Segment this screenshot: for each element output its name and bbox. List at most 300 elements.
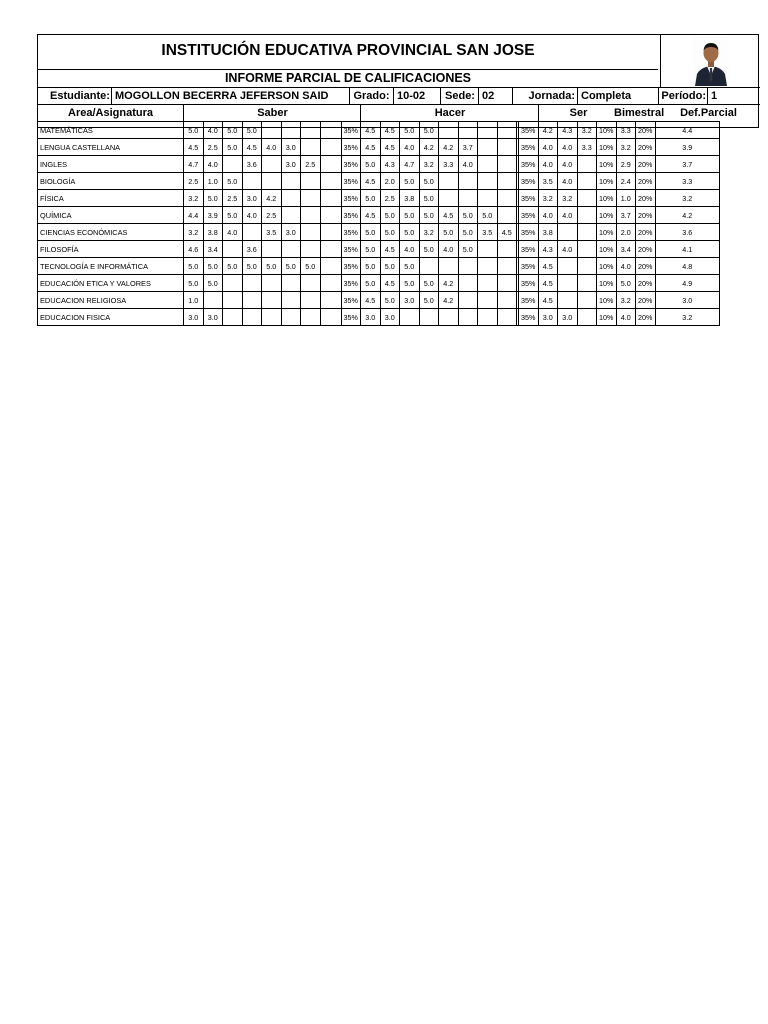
saber-grade: 3.0 — [281, 156, 301, 173]
hacer-grade: 5.0 — [419, 241, 439, 258]
saber-grade: 5.0 — [301, 258, 321, 275]
site-label: Sede: — [440, 88, 479, 105]
saber-weight: 35% — [341, 207, 361, 224]
hacer-grade: 5.0 — [458, 241, 478, 258]
hacer-grade: 5.0 — [478, 207, 498, 224]
student-photo — [660, 35, 760, 87]
hacer-grade: 5.0 — [400, 122, 420, 139]
ser-grade — [577, 207, 597, 224]
saber-grade — [262, 156, 282, 173]
hacer-grade: 4.2 — [439, 292, 459, 309]
hacer-grade: 4.3 — [380, 156, 400, 173]
saber-grade — [301, 292, 321, 309]
hacer-weight: 35% — [519, 309, 539, 326]
saber-grade — [262, 309, 282, 326]
hacer-grade — [439, 173, 459, 190]
student-portrait-image — [693, 36, 729, 86]
saber-grade: 5.0 — [203, 258, 223, 275]
hacer-grade: 5.0 — [400, 207, 420, 224]
hacer-grade — [497, 190, 517, 207]
hacer-grade: 4.5 — [380, 241, 400, 258]
saber-grade — [301, 241, 321, 258]
final-grade: 4.4 — [655, 122, 720, 139]
saber-weight: 35% — [341, 122, 361, 139]
hacer-grade — [478, 241, 498, 258]
bimestral-grade: 2.0 — [616, 224, 636, 241]
subject-name: FÍSICA — [38, 190, 184, 207]
hacer-grade: 5.0 — [419, 207, 439, 224]
ser-weight: 10% — [597, 275, 617, 292]
subject-row — [38, 275, 720, 292]
hacer-grade — [458, 190, 478, 207]
hacer-grade — [478, 309, 498, 326]
hacer-grade — [478, 292, 498, 309]
saber-grade: 3.4 — [203, 241, 223, 258]
subject-row — [38, 292, 720, 309]
ser-weight: 10% — [597, 241, 617, 258]
hacer-grade: 4.5 — [361, 139, 381, 156]
subject-row — [38, 258, 720, 275]
ser-column-header: Ser — [538, 105, 618, 123]
saber-column-header: Saber — [183, 105, 361, 123]
saber-grade: 3.6 — [242, 156, 262, 173]
hacer-grade — [478, 122, 498, 139]
bimestral-grade: 2.4 — [616, 173, 636, 190]
hacer-grade: 4.2 — [439, 139, 459, 156]
saber-grade — [223, 241, 243, 258]
hacer-weight: 35% — [519, 292, 539, 309]
bimestral-weight: 20% — [636, 139, 656, 156]
saber-grade — [262, 241, 282, 258]
saber-grade: 2.5 — [203, 139, 223, 156]
saber-grade: 4.7 — [184, 156, 204, 173]
saber-grade: 5.0 — [223, 139, 243, 156]
subject-name: MATEMÁTICAS — [38, 122, 184, 139]
hacer-grade: 4.5 — [361, 122, 381, 139]
final-grade: 4.8 — [655, 258, 720, 275]
saber-grade — [242, 173, 262, 190]
grades-table — [37, 121, 720, 326]
hacer-grade: 5.0 — [400, 275, 420, 292]
hacer-grade — [497, 275, 517, 292]
saber-grade — [320, 292, 341, 309]
ser-grade: 4.5 — [538, 258, 558, 275]
hacer-grade: 4.2 — [419, 139, 439, 156]
saber-grade: 3.8 — [203, 224, 223, 241]
saber-grade: 3.0 — [281, 224, 301, 241]
ser-grade: 4.5 — [538, 275, 558, 292]
hacer-grade: 3.5 — [478, 224, 498, 241]
saber-grade: 4.0 — [223, 224, 243, 241]
hacer-grade: 5.0 — [361, 258, 381, 275]
ser-weight: 10% — [597, 173, 617, 190]
ser-grade: 4.0 — [558, 241, 578, 258]
bimestral-weight: 20% — [636, 173, 656, 190]
hacer-grade: 5.0 — [419, 275, 439, 292]
saber-grade: 3.9 — [203, 207, 223, 224]
subject-name: INGLES — [38, 156, 184, 173]
final-grade: 3.9 — [655, 139, 720, 156]
institution-title: INSTITUCIÓN EDUCATIVA PROVINCIAL SAN JOSE — [161, 42, 535, 59]
report-subtitle: INFORME PARCIAL DE CALIFICACIONES — [38, 69, 658, 87]
grade-label: Grado: — [349, 88, 393, 105]
ser-grade: 3.0 — [558, 309, 578, 326]
ser-weight: 10% — [597, 122, 617, 139]
subject-row — [38, 207, 720, 224]
hacer-weight: 35% — [519, 241, 539, 258]
saber-grade: 3.5 — [262, 224, 282, 241]
hacer-grade: 5.0 — [458, 224, 478, 241]
saber-grade — [320, 275, 341, 292]
saber-grade: 1.0 — [203, 173, 223, 190]
hacer-grade: 4.5 — [439, 207, 459, 224]
saber-weight: 35% — [341, 224, 361, 241]
saber-grade — [223, 292, 243, 309]
subject-name: FILOSOFÍA — [38, 241, 184, 258]
saber-grade: 1.0 — [184, 292, 204, 309]
hacer-grade: 5.0 — [361, 241, 381, 258]
final-grade: 3.7 — [655, 156, 720, 173]
subject-row — [38, 241, 720, 258]
saber-grade — [262, 122, 282, 139]
period-value: 1 — [707, 88, 729, 105]
hacer-grade: 5.0 — [400, 258, 420, 275]
subject-name: TECNOLOGÍA E INFORMÁTICA — [38, 258, 184, 275]
hacer-grade — [458, 258, 478, 275]
bimestral-grade: 3.4 — [616, 241, 636, 258]
hacer-grade: 4.5 — [497, 224, 517, 241]
saber-grade — [262, 173, 282, 190]
ser-grade: 3.2 — [577, 122, 597, 139]
saber-weight: 35% — [341, 275, 361, 292]
report-header — [37, 34, 759, 128]
ser-grade: 4.0 — [558, 139, 578, 156]
hacer-grade — [497, 258, 517, 275]
saber-grade — [281, 207, 301, 224]
hacer-grade: 5.0 — [419, 173, 439, 190]
ser-weight: 10% — [597, 309, 617, 326]
saber-grade — [301, 139, 321, 156]
saber-grade: 5.0 — [281, 258, 301, 275]
saber-grade: 4.0 — [203, 156, 223, 173]
subject-column-header: Area/Asignatura — [68, 107, 153, 119]
saber-grade — [281, 292, 301, 309]
saber-grade: 5.0 — [203, 190, 223, 207]
final-grade: 4.9 — [655, 275, 720, 292]
hacer-grade: 3.8 — [400, 190, 420, 207]
ser-grade: 4.2 — [538, 122, 558, 139]
saber-grade — [320, 122, 341, 139]
hacer-grade — [497, 173, 517, 190]
saber-grade — [242, 309, 262, 326]
site-value: 02 — [478, 88, 512, 105]
hacer-grade — [458, 173, 478, 190]
ser-grade — [558, 258, 578, 275]
bimestral-weight: 20% — [636, 156, 656, 173]
ser-grade — [577, 224, 597, 241]
saber-grade: 5.0 — [223, 207, 243, 224]
saber-grade: 3.0 — [242, 190, 262, 207]
saber-grade: 4.5 — [242, 139, 262, 156]
hacer-grade — [497, 292, 517, 309]
hacer-grade — [458, 292, 478, 309]
saber-grade: 5.0 — [184, 258, 204, 275]
hacer-grade — [400, 309, 420, 326]
saber-grade — [281, 190, 301, 207]
hacer-grade: 5.0 — [400, 173, 420, 190]
ser-grade — [577, 275, 597, 292]
saber-weight: 35% — [341, 156, 361, 173]
ser-weight: 10% — [597, 207, 617, 224]
hacer-grade — [497, 207, 517, 224]
bimestral-weight: 20% — [636, 207, 656, 224]
ser-grade — [577, 292, 597, 309]
hacer-grade — [478, 258, 498, 275]
subject-name: LENGUA CASTELLANA — [38, 139, 184, 156]
saber-grade: 3.2 — [184, 224, 204, 241]
saber-grade — [203, 292, 223, 309]
hacer-grade — [497, 156, 517, 173]
subject-row — [38, 173, 720, 190]
hacer-grade — [478, 156, 498, 173]
subject-name: EDUCACION FISICA — [38, 309, 184, 326]
hacer-grade — [458, 275, 478, 292]
saber-grade — [223, 309, 243, 326]
saber-grade — [281, 122, 301, 139]
ser-weight: 10% — [597, 190, 617, 207]
saber-grade — [320, 173, 341, 190]
hacer-grade — [478, 173, 498, 190]
hacer-weight: 35% — [519, 258, 539, 275]
hacer-grade — [478, 190, 498, 207]
hacer-grade: 4.0 — [458, 156, 478, 173]
bimestral-weight: 20% — [636, 309, 656, 326]
saber-grade: 3.0 — [203, 309, 223, 326]
hacer-grade — [497, 139, 517, 156]
saber-grade — [223, 156, 243, 173]
subject-name: QUÍMICA — [38, 207, 184, 224]
hacer-weight: 35% — [519, 275, 539, 292]
saber-grade: 3.0 — [184, 309, 204, 326]
hacer-grade — [419, 258, 439, 275]
saber-grade — [223, 275, 243, 292]
hacer-grade: 4.2 — [439, 275, 459, 292]
ser-grade: 4.0 — [538, 156, 558, 173]
subject-row — [38, 190, 720, 207]
saber-grade: 5.0 — [242, 122, 262, 139]
ser-grade: 4.0 — [558, 173, 578, 190]
hacer-grade: 5.0 — [458, 207, 478, 224]
saber-grade: 2.5 — [262, 207, 282, 224]
ser-grade: 4.0 — [558, 156, 578, 173]
hacer-grade: 5.0 — [380, 224, 400, 241]
ser-grade — [577, 173, 597, 190]
ser-grade — [577, 309, 597, 326]
hacer-grade: 4.5 — [361, 207, 381, 224]
saber-grade: 5.0 — [242, 258, 262, 275]
hacer-grade: 5.0 — [361, 190, 381, 207]
shift-value: Completa — [577, 88, 661, 105]
bimestral-grade: 1.0 — [616, 190, 636, 207]
bimestral-weight: 20% — [636, 275, 656, 292]
saber-grade — [281, 241, 301, 258]
final-grade: 3.6 — [655, 224, 720, 241]
ser-weight: 10% — [597, 258, 617, 275]
subject-row — [38, 139, 720, 156]
final-grade: 3.3 — [655, 173, 720, 190]
ser-grade: 4.0 — [538, 207, 558, 224]
ser-grade: 4.5 — [538, 292, 558, 309]
saber-grade — [301, 309, 321, 326]
bimestral-column-header: Bimestral — [614, 107, 665, 119]
subject-row — [38, 122, 720, 139]
saber-grade — [320, 309, 341, 326]
hacer-grade — [458, 122, 478, 139]
student-info-bar — [38, 87, 760, 105]
bimestral-grade: 3.3 — [616, 122, 636, 139]
ser-grade — [558, 224, 578, 241]
hacer-grade: 2.0 — [380, 173, 400, 190]
hacer-grade: 3.7 — [458, 139, 478, 156]
saber-grade — [262, 292, 282, 309]
ser-grade — [577, 258, 597, 275]
bimestral-grade: 4.0 — [616, 258, 636, 275]
final-grade: 3.2 — [655, 309, 720, 326]
hacer-grade: 4.5 — [380, 139, 400, 156]
saber-grade — [320, 241, 341, 258]
hacer-weight: 35% — [519, 173, 539, 190]
bimestral-weight: 20% — [636, 122, 656, 139]
saber-weight: 35% — [341, 309, 361, 326]
saber-grade — [301, 207, 321, 224]
ser-weight: 10% — [597, 156, 617, 173]
saber-grade — [242, 224, 262, 241]
hacer-weight: 35% — [519, 224, 539, 241]
saber-grade — [320, 139, 341, 156]
saber-grade — [281, 173, 301, 190]
saber-grade: 4.6 — [184, 241, 204, 258]
hacer-grade: 3.0 — [380, 309, 400, 326]
ser-weight: 10% — [597, 139, 617, 156]
bimestral-grade: 3.2 — [616, 139, 636, 156]
ser-weight: 10% — [597, 224, 617, 241]
bimestral-grade: 3.2 — [616, 292, 636, 309]
ser-weight: 10% — [597, 292, 617, 309]
ser-grade: 3.5 — [538, 173, 558, 190]
hacer-grade: 5.0 — [439, 224, 459, 241]
saber-grade: 5.0 — [184, 122, 204, 139]
ser-grade — [558, 275, 578, 292]
hacer-grade: 4.0 — [400, 241, 420, 258]
saber-grade — [281, 309, 301, 326]
saber-grade: 5.0 — [223, 122, 243, 139]
hacer-grade — [497, 309, 517, 326]
saber-grade — [301, 224, 321, 241]
hacer-grade — [478, 139, 498, 156]
bimestral-weight: 20% — [636, 258, 656, 275]
saber-grade: 4.5 — [184, 139, 204, 156]
saber-grade: 5.0 — [223, 258, 243, 275]
ser-grade: 3.8 — [538, 224, 558, 241]
hacer-grade — [419, 309, 439, 326]
final-grade: 4.1 — [655, 241, 720, 258]
saber-grade — [320, 156, 341, 173]
hacer-grade — [439, 309, 459, 326]
report-card — [37, 34, 759, 322]
subject-row — [38, 156, 720, 173]
hacer-grade — [458, 309, 478, 326]
saber-grade: 4.0 — [262, 139, 282, 156]
final-grade-column-header: Def.Parcial — [680, 107, 737, 119]
hacer-grade — [497, 122, 517, 139]
saber-grade: 3.6 — [242, 241, 262, 258]
period-label: Período: — [658, 88, 708, 105]
saber-grade — [242, 292, 262, 309]
hacer-grade: 5.0 — [419, 190, 439, 207]
saber-grade: 5.0 — [262, 258, 282, 275]
saber-grade: 3.2 — [184, 190, 204, 207]
hacer-grade — [497, 241, 517, 258]
hacer-weight: 35% — [519, 139, 539, 156]
saber-grade — [320, 258, 341, 275]
bimestral-grade: 3.7 — [616, 207, 636, 224]
hacer-weight: 35% — [519, 156, 539, 173]
student-label: Estudiante: — [50, 90, 110, 102]
bimestral-weight: 20% — [636, 190, 656, 207]
saber-grade — [242, 275, 262, 292]
saber-grade: 4.0 — [203, 122, 223, 139]
hacer-grade: 5.0 — [419, 122, 439, 139]
saber-grade: 2.5 — [184, 173, 204, 190]
saber-grade — [301, 122, 321, 139]
subject-name: BIOLOGÍA — [38, 173, 184, 190]
bimestral-grade: 4.0 — [616, 309, 636, 326]
ser-grade: 3.2 — [558, 190, 578, 207]
hacer-grade: 4.0 — [400, 139, 420, 156]
saber-weight: 35% — [341, 258, 361, 275]
subject-name: EDUCACIÓN ETICA Y VALORES — [38, 275, 184, 292]
hacer-grade: 5.0 — [380, 258, 400, 275]
subject-row — [38, 309, 720, 326]
subject-name: CIENCIAS ECONÓMICAS — [38, 224, 184, 241]
hacer-grade: 5.0 — [380, 292, 400, 309]
saber-grade — [301, 190, 321, 207]
grade-value: 10-02 — [393, 88, 443, 105]
ser-grade: 4.0 — [558, 207, 578, 224]
hacer-grade: 4.5 — [361, 292, 381, 309]
hacer-grade: 5.0 — [361, 275, 381, 292]
ser-grade — [577, 241, 597, 258]
hacer-grade: 4.5 — [361, 173, 381, 190]
hacer-grade: 3.0 — [400, 292, 420, 309]
ser-grade: 3.3 — [577, 139, 597, 156]
hacer-grade — [439, 122, 459, 139]
bimestral-grade: 2.9 — [616, 156, 636, 173]
final-grade: 4.2 — [655, 207, 720, 224]
shift-label: Jornada: — [512, 88, 577, 105]
subject-row — [38, 224, 720, 241]
bimestral-weight: 20% — [636, 241, 656, 258]
subject-name: EDUCACION RELIGIOSA — [38, 292, 184, 309]
hacer-grade: 4.7 — [400, 156, 420, 173]
saber-grade: 5.0 — [223, 173, 243, 190]
ser-grade — [577, 190, 597, 207]
hacer-grade: 5.0 — [380, 207, 400, 224]
ser-grade: 4.3 — [538, 241, 558, 258]
hacer-grade: 5.0 — [419, 292, 439, 309]
saber-grade — [320, 224, 341, 241]
hacer-weight: 35% — [519, 190, 539, 207]
